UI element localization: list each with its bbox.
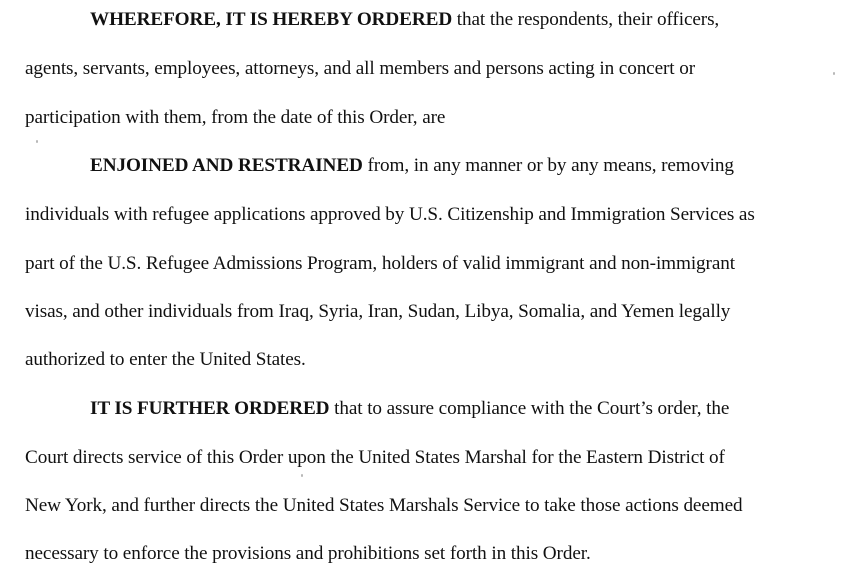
paragraph-2-line-5: authorized to enter the United States. bbox=[25, 349, 306, 370]
paragraph-1-line-1-text: that the respondents, their officers, bbox=[452, 9, 720, 30]
scan-speck bbox=[833, 72, 835, 75]
paragraph-3-line-1-text: that to assure compliance with the Court’s order, the bbox=[329, 398, 730, 419]
paragraph-1-line-2: agents, servants, employees, attorneys, and all members and persons acting in concert or bbox=[25, 58, 696, 79]
further-ordered-heading: IT IS FURTHER ORDERED bbox=[90, 398, 330, 419]
paragraph-2-line-4: visas, and other individuals from Iraq, Syria, Iran, Sudan, Libya, Somalia, and Yemen legally bbox=[25, 301, 731, 322]
paragraph-3-line-3: New York, and further directs the United States Marshals Service to take those actions deemed bbox=[25, 495, 743, 516]
enjoined-restrained-heading: ENJOINED AND RESTRAINED bbox=[90, 155, 363, 176]
paragraph-3-line-4: necessary to enforce the provisions and prohibitions set forth in this Order. bbox=[25, 543, 591, 564]
wherefore-ordered-heading: WHEREFORE, IT IS HEREBY ORDERED bbox=[90, 9, 453, 30]
paragraph-1-line-1 bbox=[90, 8, 719, 32]
paragraph-2-line-1-text: from, in any manner or by any means, removing bbox=[362, 155, 734, 176]
paragraph-3-line-1 bbox=[90, 397, 729, 421]
paragraph-1-line-3: participation with them, from the date of this Order, are bbox=[25, 107, 446, 128]
paragraph-2-line-2: individuals with refugee applications approved by U.S. Citizenship and Immigration Services as bbox=[25, 204, 755, 225]
paragraph-3-line-2: Court directs service of this Order upon the United States Marshal for the Eastern District of bbox=[25, 447, 725, 468]
paragraph-2-line-1 bbox=[90, 154, 734, 178]
scan-speck bbox=[36, 140, 38, 143]
paragraph-2-line-3: part of the U.S. Refugee Admissions Program, holders of valid immigrant and non-immigrant bbox=[25, 253, 735, 274]
scan-speck bbox=[301, 474, 303, 477]
